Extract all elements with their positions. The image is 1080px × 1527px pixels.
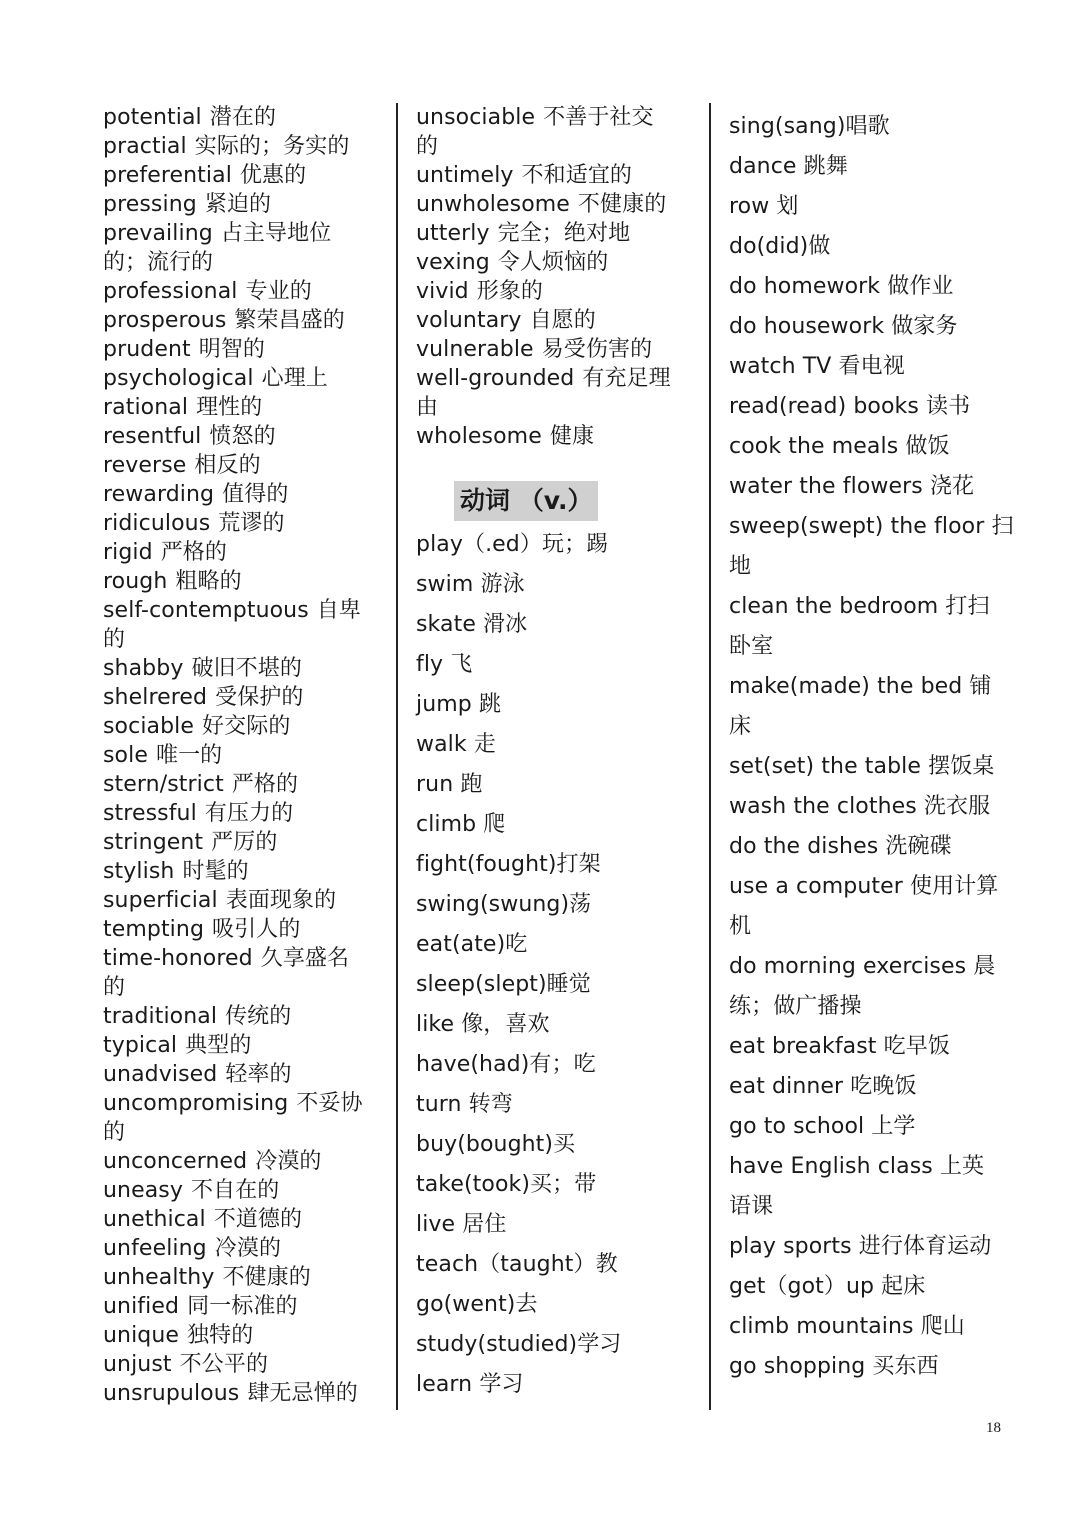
phrase-entry: go to school 上学 (729, 1114, 916, 1139)
phrase-entry: do morning exercises 晨 (729, 954, 996, 979)
word-entry (103, 393, 262, 422)
chinese-meaning: 不公平的 (179, 1352, 269, 1377)
chinese-meaning: 健康 (549, 424, 595, 449)
chinese-meaning: 令人烦恼的 (497, 250, 609, 275)
chinese-meaning: 表面现象的 (225, 888, 337, 913)
chinese-meaning: 轻率的 (225, 1062, 292, 1087)
english-word: self-contemptuous (103, 598, 309, 623)
word-entry (103, 1205, 302, 1234)
chinese-meaning: 同一标准的 (187, 1294, 298, 1319)
word-entry (103, 1234, 281, 1263)
verb-entry: swing(swung)荡 (416, 892, 592, 917)
word-entry (103, 103, 276, 132)
chinese-meaning: 不健康的 (222, 1265, 311, 1290)
phrase-entry: do the dishes 洗碗碟 (729, 834, 952, 859)
word-entry (103, 422, 276, 451)
phrase-entry: sweep(swept) the floor 扫 (729, 514, 1014, 539)
phrase-entry: make(made) the bed 铺 (729, 674, 992, 699)
word-entry (416, 103, 654, 132)
word-entry (103, 219, 331, 248)
english-word: unified (103, 1294, 180, 1319)
chinese-meaning: 破旧不堪的 (191, 656, 302, 681)
word-entry (416, 161, 632, 190)
chinese-meaning: 典型的 (185, 1033, 252, 1058)
chinese-meaning: 不善于社交 (543, 105, 654, 130)
verb-entry: fly 飞 (416, 652, 473, 677)
verb-entry: teach（taught）教 (416, 1252, 618, 1277)
phrase-entry: 练；做广播操 (729, 994, 862, 1019)
chinese-meaning: 严格的 (160, 540, 228, 565)
chinese-meaning: 易受伤害的 (541, 337, 653, 362)
column-divider-left (396, 103, 398, 1410)
english-word: sole (103, 743, 148, 768)
phrase-entry: 机 (729, 914, 752, 939)
word-entry (103, 770, 298, 799)
chinese-meaning: 好交际的 (202, 714, 291, 739)
word-entry (103, 828, 277, 857)
verb-entry: walk 走 (416, 732, 496, 757)
english-word: professional (103, 279, 238, 304)
word-entry (103, 277, 312, 306)
chinese-meaning: 荒谬的 (218, 511, 285, 536)
english-word: unadvised (103, 1062, 218, 1087)
phrase-entry: sing(sang)唱歌 (729, 114, 890, 139)
verb-entry: eat(ate)吃 (416, 932, 528, 957)
phrase-entry: clean the bedroom 打扫 (729, 594, 990, 619)
chinese-meaning: 优惠的 (239, 163, 307, 188)
word-entry (103, 1263, 311, 1292)
verb-entry: sleep(slept)睡觉 (416, 972, 591, 997)
english-word: stylish (103, 859, 175, 884)
english-word: sociable (103, 714, 195, 739)
chinese-meaning: 实际的；务实的 (194, 134, 350, 159)
word-entry (103, 364, 328, 393)
chinese-meaning: 肆无忌惮的 (247, 1381, 358, 1406)
word-entry (103, 1292, 298, 1321)
word-entry (103, 1089, 363, 1118)
phrase-entry: go shopping 买东西 (729, 1354, 939, 1379)
english-word: psychological (103, 366, 254, 391)
verb-entry: have(had)有；吃 (416, 1052, 596, 1077)
verb-entry: like 像，喜欢 (416, 1012, 550, 1037)
chinese-meaning: 有充足理 (582, 366, 671, 391)
chinese-meaning: 吸引人的 (212, 917, 301, 942)
chinese-meaning: 相反的 (194, 453, 261, 478)
word-entry (103, 1350, 268, 1379)
word-entry (416, 248, 608, 277)
chinese-meaning: 不健康的 (577, 192, 667, 217)
page-number: 18 (986, 1420, 1001, 1436)
english-word: wholesome (416, 424, 542, 449)
chinese-meaning: 不道德的 (213, 1207, 303, 1232)
chinese-meaning: 潜在的 (209, 105, 277, 130)
chinese-meaning: 紧迫的 (204, 192, 272, 217)
english-word: shelrered (103, 685, 208, 710)
english-word: utterly (416, 221, 490, 246)
word-entry (103, 509, 285, 538)
phrase-entry: wash the clothes 洗衣服 (729, 794, 991, 819)
english-word: unhealthy (103, 1265, 215, 1290)
chinese-meaning: 心理上 (261, 366, 328, 391)
phrase-entry: 卧室 (729, 634, 774, 659)
english-word: pressing (103, 192, 197, 217)
word-entry (103, 132, 349, 161)
chinese-meaning: 专业的 (245, 279, 312, 304)
english-word: uneasy (103, 1178, 183, 1203)
english-word: unwholesome (416, 192, 570, 217)
english-word: time-honored (103, 946, 253, 971)
chinese-meaning: 受保护的 (215, 685, 304, 710)
word-entry (416, 422, 594, 451)
phrase-entry: get（got）up 起床 (729, 1274, 926, 1299)
chinese-meaning: 完全；绝对地 (497, 221, 631, 246)
english-word: traditional (103, 1004, 218, 1029)
phrase-entry: set(set) the table 摆饭桌 (729, 754, 995, 779)
english-word: voluntary (416, 308, 522, 333)
english-word: vulnerable (416, 337, 534, 362)
chinese-meaning-continued: 的 (103, 1120, 126, 1145)
verb-entry: turn 转弯 (416, 1092, 513, 1117)
english-word: superficial (103, 888, 218, 913)
section-heading: 动词 （v.） (454, 481, 598, 521)
word-entry (416, 306, 596, 335)
verb-entry: play（.ed）玩；踢 (416, 532, 609, 557)
phrase-entry: do(did)做 (729, 234, 831, 259)
chinese-meaning: 冷漠的 (214, 1236, 282, 1261)
chinese-meaning: 不自在的 (191, 1178, 280, 1203)
english-word: potential (103, 105, 202, 130)
chinese-meaning: 自愿的 (529, 308, 596, 333)
verb-entry: swim 游泳 (416, 572, 525, 597)
word-entry (416, 364, 671, 393)
phrase-entry: watch TV 看电视 (729, 354, 905, 379)
chinese-meaning: 形象的 (476, 279, 544, 304)
chinese-meaning: 唯一的 (155, 743, 223, 768)
word-entry (416, 219, 630, 248)
chinese-meaning: 占主导地位 (220, 221, 332, 246)
word-entry (103, 1379, 358, 1408)
verb-entry: skate 滑冰 (416, 612, 528, 637)
phrase-entry: do housework 做家务 (729, 314, 958, 339)
english-word: practial (103, 134, 187, 159)
word-entry (103, 1002, 291, 1031)
word-entry (103, 335, 265, 364)
chinese-meaning: 不妥协 (296, 1091, 363, 1116)
verb-entry: buy(bought)买 (416, 1132, 576, 1157)
english-word: unconcerned (103, 1149, 248, 1174)
english-word: rough (103, 569, 168, 594)
english-word: ridiculous (103, 511, 211, 536)
english-word: untimely (416, 163, 514, 188)
word-entry (416, 335, 652, 364)
english-word: rigid (103, 540, 153, 565)
english-word: unfeeling (103, 1236, 207, 1261)
word-entry (103, 451, 261, 480)
english-word: tempting (103, 917, 205, 942)
word-entry (103, 886, 336, 915)
phrase-entry: read(read) books 读书 (729, 394, 971, 419)
verb-entry: take(took)买；带 (416, 1172, 597, 1197)
phrase-entry: climb mountains 爬山 (729, 1314, 965, 1339)
chinese-meaning: 传统的 (225, 1004, 292, 1029)
word-entry (103, 741, 222, 770)
chinese-meaning: 时髦的 (182, 859, 249, 884)
word-entry (103, 480, 288, 509)
english-word: rewarding (103, 482, 215, 507)
word-entry (103, 683, 304, 712)
verb-entry: run 跑 (416, 772, 483, 797)
english-word: well-grounded (416, 366, 575, 391)
phrase-entry: row 划 (729, 194, 799, 219)
english-word: vexing (416, 250, 490, 275)
phrase-entry: 语课 (729, 1194, 774, 1219)
verb-entry: study(studied)学习 (416, 1332, 622, 1357)
english-word: unjust (103, 1352, 172, 1377)
verb-entry: jump 跳 (416, 692, 502, 717)
chinese-meaning-continued: 的 (416, 134, 439, 159)
word-entry (103, 1176, 279, 1205)
english-word: unethical (103, 1207, 206, 1232)
word-entry (416, 277, 543, 306)
chinese-meaning: 繁荣昌盛的 (234, 308, 345, 333)
phrase-entry: eat dinner 吃晚饭 (729, 1074, 917, 1099)
phrase-entry: water the flowers 浇花 (729, 474, 975, 499)
english-word: unsociable (416, 105, 536, 130)
word-entry (103, 1321, 253, 1350)
english-word: preferential (103, 163, 232, 188)
phrase-entry: do homework 做作业 (729, 274, 954, 299)
column-divider-right (709, 103, 711, 1410)
english-word: unique (103, 1323, 180, 1348)
word-entry (103, 567, 242, 596)
chinese-meaning: 明智的 (198, 337, 266, 362)
english-word: uncompromising (103, 1091, 289, 1116)
phrase-entry: 地 (729, 554, 752, 579)
word-entry (103, 596, 361, 625)
phrase-entry: play sports 进行体育运动 (729, 1234, 992, 1259)
phrase-entry: eat breakfast 吃早饭 (729, 1034, 950, 1059)
chinese-meaning: 独特的 (187, 1323, 254, 1348)
phrase-entry: cook the meals 做饭 (729, 434, 950, 459)
english-word: prosperous (103, 308, 227, 333)
english-word: stringent (103, 830, 204, 855)
word-entry (103, 538, 227, 567)
verb-entry: live 居住 (416, 1212, 507, 1237)
word-entry (103, 944, 349, 973)
chinese-meaning: 冷漠的 (255, 1149, 322, 1174)
english-word: reverse (103, 453, 187, 478)
verb-entry: learn 学习 (416, 1372, 524, 1397)
chinese-meaning: 粗略的 (175, 569, 242, 594)
chinese-meaning: 严格的 (231, 772, 299, 797)
word-entry (103, 857, 249, 886)
english-word: unsrupulous (103, 1381, 240, 1406)
english-word: prevailing (103, 221, 213, 246)
phrase-entry: 床 (729, 714, 752, 739)
verb-entry: fight(fought)打架 (416, 852, 601, 877)
chinese-meaning: 久享盛名 (260, 946, 350, 971)
word-entry (103, 306, 345, 335)
word-entry (103, 1147, 322, 1176)
phrase-entry: use a computer 使用计算 (729, 874, 999, 899)
phrase-entry: dance 跳舞 (729, 154, 848, 179)
english-word: prudent (103, 337, 191, 362)
chinese-meaning: 愤怒的 (209, 424, 276, 449)
english-word: stern/strict (103, 772, 224, 797)
word-entry (103, 161, 306, 190)
chinese-meaning-continued: 的；流行的 (103, 250, 214, 275)
english-word: stressful (103, 801, 197, 826)
word-entry (103, 1060, 292, 1089)
chinese-meaning: 严厉的 (211, 830, 278, 855)
english-word: shabby (103, 656, 184, 681)
chinese-meaning-continued: 由 (416, 395, 439, 420)
chinese-meaning: 理性的 (196, 395, 263, 420)
chinese-meaning: 不和适宜的 (521, 163, 633, 188)
chinese-meaning-continued: 的 (103, 627, 126, 652)
chinese-meaning-continued: 的 (103, 975, 126, 1000)
english-word: vivid (416, 279, 469, 304)
verb-entry: go(went)去 (416, 1292, 538, 1317)
verb-entry: climb 爬 (416, 812, 506, 837)
word-entry (103, 712, 290, 741)
word-entry (103, 915, 300, 944)
word-entry (103, 1031, 251, 1060)
word-entry (103, 799, 293, 828)
chinese-meaning: 有压力的 (204, 801, 294, 826)
english-word: resentful (103, 424, 202, 449)
word-entry (103, 190, 271, 219)
chinese-meaning: 自卑 (316, 598, 361, 623)
chinese-meaning: 值得的 (222, 482, 289, 507)
phrase-entry: have English class 上英 (729, 1154, 985, 1179)
word-entry (103, 654, 302, 683)
english-word: rational (103, 395, 189, 420)
word-entry (416, 190, 666, 219)
english-word: typical (103, 1033, 178, 1058)
